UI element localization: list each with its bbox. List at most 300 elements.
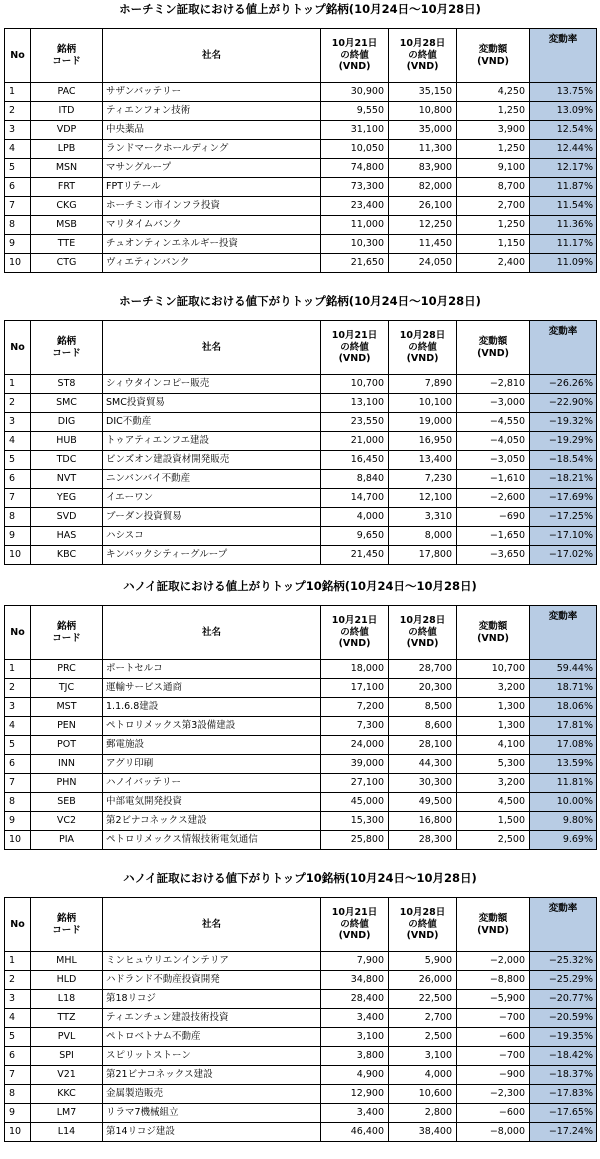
change-amount: 10,700 bbox=[457, 660, 530, 679]
row-number: 10 bbox=[5, 1123, 31, 1142]
close-price-oct28: 16,950 bbox=[389, 432, 457, 451]
row-number: 9 bbox=[5, 527, 31, 546]
close-price-oct28: 20,300 bbox=[389, 679, 457, 698]
header-row bbox=[5, 898, 597, 952]
stock-code: PHN bbox=[31, 774, 103, 793]
row-number: 6 bbox=[5, 470, 31, 489]
header-close-oct21 bbox=[321, 606, 389, 660]
table-row bbox=[5, 1066, 597, 1085]
table-row bbox=[5, 831, 597, 850]
header-change-amount bbox=[457, 606, 530, 660]
header-no bbox=[5, 29, 31, 83]
header-code bbox=[31, 606, 103, 660]
company-name: アグリ印刷 bbox=[103, 755, 321, 774]
close-price-oct21: 23,400 bbox=[321, 197, 389, 216]
close-price-oct28: 83,900 bbox=[389, 159, 457, 178]
header-change-rate bbox=[530, 29, 597, 83]
company-name: 1.1.6.8建設 bbox=[103, 698, 321, 717]
stock-code: VDP bbox=[31, 121, 103, 140]
change-amount: 1,300 bbox=[457, 717, 530, 736]
change-rate: −17.65% bbox=[530, 1104, 597, 1123]
change-rate: −20.77% bbox=[530, 990, 597, 1009]
header-change-rate-text: 変動率 bbox=[548, 326, 578, 337]
close-price-oct21: 18,000 bbox=[321, 660, 389, 679]
close-price-oct21: 14,700 bbox=[321, 489, 389, 508]
stock-code: LPB bbox=[31, 140, 103, 159]
change-amount: −4,550 bbox=[457, 413, 530, 432]
close-price-oct21: 3,400 bbox=[321, 1009, 389, 1028]
stock-code: TJC bbox=[31, 679, 103, 698]
header-name bbox=[103, 898, 321, 952]
change-amount: −2,810 bbox=[457, 375, 530, 394]
company-name: キンバックシティーグループ bbox=[103, 546, 321, 565]
header-close-oct28-text: 10月28日 bbox=[399, 615, 446, 627]
close-price-oct21: 13,100 bbox=[321, 394, 389, 413]
table-row bbox=[5, 178, 597, 197]
header-code-text: 銘柄 bbox=[56, 621, 76, 632]
company-name: リラマ7機械組立 bbox=[103, 1104, 321, 1123]
stock-code: TTE bbox=[31, 235, 103, 254]
stock-code: SEB bbox=[31, 793, 103, 812]
close-price-oct28: 19,000 bbox=[389, 413, 457, 432]
close-price-oct28: 28,300 bbox=[389, 831, 457, 850]
change-amount: 3,200 bbox=[457, 679, 530, 698]
change-rate: −17.24% bbox=[530, 1123, 597, 1142]
company-name: ランドマークホールディング bbox=[103, 140, 321, 159]
header-name bbox=[103, 321, 321, 375]
close-price-oct28: 2,500 bbox=[389, 1028, 457, 1047]
close-price-oct28: 7,890 bbox=[389, 375, 457, 394]
close-price-oct21: 74,800 bbox=[321, 159, 389, 178]
row-number: 5 bbox=[5, 159, 31, 178]
change-rate: −22.90% bbox=[530, 394, 597, 413]
header-close-oct28 bbox=[389, 606, 457, 660]
table-row bbox=[5, 660, 597, 679]
header-no bbox=[5, 898, 31, 952]
company-name: 第21ビナコネックス建設 bbox=[103, 1066, 321, 1085]
company-name: 第14リコジ建設 bbox=[103, 1123, 321, 1142]
header-close-oct21-text: 10月21日 bbox=[331, 615, 378, 627]
change-rate: 10.00% bbox=[530, 793, 597, 812]
header-name-text: 社名 bbox=[201, 49, 221, 61]
header-close-oct21-text: 10月21日 bbox=[331, 38, 378, 50]
close-price-oct21: 30,900 bbox=[321, 83, 389, 102]
stock-code: CTG bbox=[31, 254, 103, 273]
stock-code: L14 bbox=[31, 1123, 103, 1142]
stock-code: FRT bbox=[31, 178, 103, 197]
change-amount: −2,600 bbox=[457, 489, 530, 508]
row-number: 9 bbox=[5, 1104, 31, 1123]
table-row bbox=[5, 755, 597, 774]
table-row bbox=[5, 1104, 597, 1123]
row-number: 6 bbox=[5, 1047, 31, 1066]
change-rate: −18.54% bbox=[530, 451, 597, 470]
close-price-oct28: 8,500 bbox=[389, 698, 457, 717]
stock-code: ST8 bbox=[31, 375, 103, 394]
close-price-oct28: 17,800 bbox=[389, 546, 457, 565]
row-number: 8 bbox=[5, 508, 31, 527]
row-number: 10 bbox=[5, 546, 31, 565]
stock-code: HAS bbox=[31, 527, 103, 546]
change-amount: 2,700 bbox=[457, 197, 530, 216]
change-rate: −19.35% bbox=[530, 1028, 597, 1047]
row-number: 1 bbox=[5, 83, 31, 102]
header-name bbox=[103, 606, 321, 660]
change-rate: −17.25% bbox=[530, 508, 597, 527]
change-rate: 12.54% bbox=[530, 121, 597, 140]
header-change-rate-text: 変動率 bbox=[548, 611, 578, 622]
header-code-text: 銘柄 bbox=[56, 44, 76, 55]
company-name: ティエンフォン技術 bbox=[103, 102, 321, 121]
header-code bbox=[31, 29, 103, 83]
section-title: ハノイ証取における値上がりトップ10銘柄(10月24日〜10月28日) bbox=[123, 579, 477, 593]
header-change-amount-text: (VND) bbox=[477, 347, 509, 359]
close-price-oct21: 45,000 bbox=[321, 793, 389, 812]
row-number: 4 bbox=[5, 140, 31, 159]
row-number: 3 bbox=[5, 413, 31, 432]
header-close-oct21-text: (VND) bbox=[338, 61, 371, 73]
header-code bbox=[31, 898, 103, 952]
table-row bbox=[5, 140, 597, 159]
change-rate: −17.83% bbox=[530, 1085, 597, 1104]
change-amount: 8,700 bbox=[457, 178, 530, 197]
company-name: ペトロベトナム不動産 bbox=[103, 1028, 321, 1047]
row-number: 5 bbox=[5, 1028, 31, 1047]
close-price-oct28: 12,100 bbox=[389, 489, 457, 508]
ranking-section bbox=[0, 0, 600, 290]
header-close-oct21-text: の終値 bbox=[340, 49, 369, 61]
close-price-oct28: 8,000 bbox=[389, 527, 457, 546]
change-rate: 13.09% bbox=[530, 102, 597, 121]
close-price-oct21: 21,650 bbox=[321, 254, 389, 273]
company-name: トゥアティエンフエ建設 bbox=[103, 432, 321, 451]
header-close-oct21 bbox=[321, 898, 389, 952]
ranking-section bbox=[0, 577, 600, 867]
table-row bbox=[5, 470, 597, 489]
close-price-oct28: 49,500 bbox=[389, 793, 457, 812]
close-price-oct28: 44,300 bbox=[389, 755, 457, 774]
change-rate: 9.69% bbox=[530, 831, 597, 850]
close-price-oct28: 7,230 bbox=[389, 470, 457, 489]
header-close-oct28-text: の終値 bbox=[408, 341, 437, 353]
close-price-oct21: 39,000 bbox=[321, 755, 389, 774]
change-rate: −20.59% bbox=[530, 1009, 597, 1028]
ranking-section bbox=[0, 292, 600, 582]
change-rate: 13.59% bbox=[530, 755, 597, 774]
ranking-table bbox=[4, 897, 597, 1142]
header-close-oct28-text: (VND) bbox=[406, 61, 439, 73]
row-number: 6 bbox=[5, 755, 31, 774]
close-price-oct28: 26,000 bbox=[389, 971, 457, 990]
stock-code: SVD bbox=[31, 508, 103, 527]
table-row bbox=[5, 102, 597, 121]
table-row bbox=[5, 736, 597, 755]
change-rate: 17.81% bbox=[530, 717, 597, 736]
close-price-oct21: 17,100 bbox=[321, 679, 389, 698]
row-number: 8 bbox=[5, 216, 31, 235]
change-rate: −25.29% bbox=[530, 971, 597, 990]
header-close-oct21 bbox=[321, 321, 389, 375]
close-price-oct21: 3,100 bbox=[321, 1028, 389, 1047]
header-close-oct28-text: (VND) bbox=[406, 638, 439, 650]
change-rate: −19.32% bbox=[530, 413, 597, 432]
close-price-oct21: 31,100 bbox=[321, 121, 389, 140]
close-price-oct28: 22,500 bbox=[389, 990, 457, 1009]
close-price-oct21: 46,400 bbox=[321, 1123, 389, 1142]
company-name: 第18リコジ bbox=[103, 990, 321, 1009]
header-close-oct21-text: の終値 bbox=[340, 626, 369, 638]
table-row bbox=[5, 1123, 597, 1142]
change-amount: −3,000 bbox=[457, 394, 530, 413]
close-price-oct28: 8,600 bbox=[389, 717, 457, 736]
header-no-text: No bbox=[10, 341, 25, 353]
header-change-amount bbox=[457, 898, 530, 952]
header-name-text: 社名 bbox=[201, 341, 221, 353]
company-name: 第2ビナコネックス建設 bbox=[103, 812, 321, 831]
change-amount: −3,050 bbox=[457, 451, 530, 470]
table-row bbox=[5, 971, 597, 990]
table-row bbox=[5, 1028, 597, 1047]
header-no-text: No bbox=[10, 918, 25, 930]
close-price-oct21: 9,650 bbox=[321, 527, 389, 546]
ranking-table bbox=[4, 605, 597, 850]
header-close-oct21 bbox=[321, 29, 389, 83]
close-price-oct28: 35,000 bbox=[389, 121, 457, 140]
change-rate: 12.44% bbox=[530, 140, 597, 159]
change-rate: 18.71% bbox=[530, 679, 597, 698]
company-name: チュオンティンエネルギー投資 bbox=[103, 235, 321, 254]
change-amount: −5,900 bbox=[457, 990, 530, 1009]
table-row bbox=[5, 1009, 597, 1028]
company-name: SMC投資貿易 bbox=[103, 394, 321, 413]
change-amount: −2,000 bbox=[457, 952, 530, 971]
table-row bbox=[5, 375, 597, 394]
close-price-oct21: 15,300 bbox=[321, 812, 389, 831]
ranking-table bbox=[4, 28, 597, 273]
stock-code: V21 bbox=[31, 1066, 103, 1085]
header-close-oct21-text: (VND) bbox=[338, 353, 371, 365]
close-price-oct21: 3,800 bbox=[321, 1047, 389, 1066]
row-number: 6 bbox=[5, 178, 31, 197]
section-title: ホーチミン証取における値下がりトップ銘柄(10月24日〜10月28日) bbox=[119, 294, 481, 308]
table-row bbox=[5, 546, 597, 565]
header-close-oct28-text: 10月28日 bbox=[399, 38, 446, 50]
header-no bbox=[5, 606, 31, 660]
close-price-oct28: 13,400 bbox=[389, 451, 457, 470]
close-price-oct28: 3,100 bbox=[389, 1047, 457, 1066]
stock-code: PIA bbox=[31, 831, 103, 850]
table-row bbox=[5, 394, 597, 413]
close-price-oct28: 4,000 bbox=[389, 1066, 457, 1085]
company-name: ポートセルコ bbox=[103, 660, 321, 679]
change-amount: −900 bbox=[457, 1066, 530, 1085]
header-row bbox=[5, 29, 597, 83]
header-close-oct21-text: の終値 bbox=[340, 341, 369, 353]
stock-code: PRC bbox=[31, 660, 103, 679]
header-row bbox=[5, 321, 597, 375]
header-close-oct21-text: の終値 bbox=[340, 918, 369, 930]
header-code-text: コード bbox=[52, 55, 81, 67]
ranking-section bbox=[0, 869, 600, 1159]
close-price-oct21: 23,550 bbox=[321, 413, 389, 432]
row-number: 4 bbox=[5, 717, 31, 736]
header-change-amount-text: (VND) bbox=[477, 55, 509, 67]
change-amount: 1,500 bbox=[457, 812, 530, 831]
header-code-text: 銘柄 bbox=[56, 913, 76, 924]
change-rate: 11.54% bbox=[530, 197, 597, 216]
change-rate: 13.75% bbox=[530, 83, 597, 102]
header-change-rate-text: 変動率 bbox=[548, 903, 578, 914]
change-amount: −8,800 bbox=[457, 971, 530, 990]
change-amount: −700 bbox=[457, 1047, 530, 1066]
change-rate: −25.32% bbox=[530, 952, 597, 971]
row-number: 4 bbox=[5, 432, 31, 451]
close-price-oct28: 10,800 bbox=[389, 102, 457, 121]
table-row bbox=[5, 254, 597, 273]
header-change-amount bbox=[457, 29, 530, 83]
company-name: ハノイバッテリー bbox=[103, 774, 321, 793]
company-name: ブーダン投資貿易 bbox=[103, 508, 321, 527]
change-amount: −600 bbox=[457, 1028, 530, 1047]
stock-code: HUB bbox=[31, 432, 103, 451]
change-amount: 2,400 bbox=[457, 254, 530, 273]
stock-code: PEN bbox=[31, 717, 103, 736]
close-price-oct28: 35,150 bbox=[389, 83, 457, 102]
header-no bbox=[5, 321, 31, 375]
change-rate: 11.36% bbox=[530, 216, 597, 235]
section-title: ホーチミン証取における値上がりトップ銘柄(10月24日〜10月28日) bbox=[119, 2, 481, 16]
stock-code: ITD bbox=[31, 102, 103, 121]
close-price-oct28: 3,310 bbox=[389, 508, 457, 527]
row-number: 1 bbox=[5, 952, 31, 971]
table-row bbox=[5, 413, 597, 432]
change-amount: 3,200 bbox=[457, 774, 530, 793]
header-close-oct21-text: (VND) bbox=[338, 638, 371, 650]
header-close-oct28 bbox=[389, 29, 457, 83]
header-code-text: コード bbox=[52, 924, 81, 936]
change-rate: 11.81% bbox=[530, 774, 597, 793]
table-row bbox=[5, 216, 597, 235]
change-rate: −18.21% bbox=[530, 470, 597, 489]
close-price-oct21: 10,050 bbox=[321, 140, 389, 159]
close-price-oct28: 10,600 bbox=[389, 1085, 457, 1104]
close-price-oct21: 4,900 bbox=[321, 1066, 389, 1085]
row-number: 1 bbox=[5, 660, 31, 679]
close-price-oct21: 16,450 bbox=[321, 451, 389, 470]
change-amount: 9,100 bbox=[457, 159, 530, 178]
header-close-oct28-text: の終値 bbox=[408, 49, 437, 61]
change-rate: −18.37% bbox=[530, 1066, 597, 1085]
close-price-oct28: 12,250 bbox=[389, 216, 457, 235]
row-number: 4 bbox=[5, 1009, 31, 1028]
table-row bbox=[5, 1047, 597, 1066]
row-number: 7 bbox=[5, 774, 31, 793]
company-name: ティエンチュン建設技術投資 bbox=[103, 1009, 321, 1028]
row-number: 2 bbox=[5, 394, 31, 413]
stock-code: CKG bbox=[31, 197, 103, 216]
company-name: ホーチミン市インフラ投資 bbox=[103, 197, 321, 216]
stock-code: MHL bbox=[31, 952, 103, 971]
table-row bbox=[5, 812, 597, 831]
header-close-oct28-text: の終値 bbox=[408, 918, 437, 930]
header-name-text: 社名 bbox=[201, 918, 221, 930]
change-amount: 3,900 bbox=[457, 121, 530, 140]
stock-code: PAC bbox=[31, 83, 103, 102]
table-row bbox=[5, 159, 597, 178]
table-row bbox=[5, 527, 597, 546]
close-price-oct28: 38,400 bbox=[389, 1123, 457, 1142]
company-name: サザンバッテリー bbox=[103, 83, 321, 102]
section-title: ハノイ証取における値下がりトップ10銘柄(10月24日〜10月28日) bbox=[123, 871, 477, 885]
header-name-text: 社名 bbox=[201, 626, 221, 638]
header-change-amount-text: 変動額 bbox=[478, 913, 508, 924]
close-price-oct28: 24,050 bbox=[389, 254, 457, 273]
table-row bbox=[5, 432, 597, 451]
stock-code: SPI bbox=[31, 1047, 103, 1066]
company-name: シィウタインコピー販売 bbox=[103, 375, 321, 394]
close-price-oct28: 10,100 bbox=[389, 394, 457, 413]
change-rate: 12.17% bbox=[530, 159, 597, 178]
company-name: ハドランド不動産投資開発 bbox=[103, 971, 321, 990]
header-close-oct21-text: 10月21日 bbox=[331, 907, 378, 919]
change-amount: −600 bbox=[457, 1104, 530, 1123]
close-price-oct21: 27,100 bbox=[321, 774, 389, 793]
stock-code: KKC bbox=[31, 1085, 103, 1104]
header-close-oct28-text: (VND) bbox=[406, 353, 439, 365]
stock-code: MSN bbox=[31, 159, 103, 178]
row-number: 2 bbox=[5, 679, 31, 698]
table-row bbox=[5, 197, 597, 216]
change-rate: −17.10% bbox=[530, 527, 597, 546]
close-price-oct28: 11,450 bbox=[389, 235, 457, 254]
change-rate: 11.17% bbox=[530, 235, 597, 254]
table-row bbox=[5, 698, 597, 717]
row-number: 7 bbox=[5, 197, 31, 216]
row-number: 9 bbox=[5, 235, 31, 254]
close-price-oct21: 4,000 bbox=[321, 508, 389, 527]
stock-code: INN bbox=[31, 755, 103, 774]
change-amount: −690 bbox=[457, 508, 530, 527]
header-change-amount-text: (VND) bbox=[477, 632, 509, 644]
close-price-oct21: 21,000 bbox=[321, 432, 389, 451]
company-name: 中央薬品 bbox=[103, 121, 321, 140]
close-price-oct21: 73,300 bbox=[321, 178, 389, 197]
row-number: 7 bbox=[5, 1066, 31, 1085]
company-name: ミンヒュウリエンインテリア bbox=[103, 952, 321, 971]
table-row bbox=[5, 508, 597, 527]
close-price-oct21: 3,400 bbox=[321, 1104, 389, 1123]
table-row bbox=[5, 679, 597, 698]
stock-code: TDC bbox=[31, 451, 103, 470]
change-amount: 4,100 bbox=[457, 736, 530, 755]
header-code-text: コード bbox=[52, 347, 81, 359]
header-close-oct28-text: 10月28日 bbox=[399, 330, 446, 342]
stock-code: KBC bbox=[31, 546, 103, 565]
close-price-oct21: 7,200 bbox=[321, 698, 389, 717]
close-price-oct21: 25,800 bbox=[321, 831, 389, 850]
table-row bbox=[5, 717, 597, 736]
table-row bbox=[5, 952, 597, 971]
close-price-oct28: 16,800 bbox=[389, 812, 457, 831]
stock-code: MSB bbox=[31, 216, 103, 235]
change-amount: 2,500 bbox=[457, 831, 530, 850]
row-number: 5 bbox=[5, 451, 31, 470]
header-close-oct28-text: の終値 bbox=[408, 626, 437, 638]
company-name: ヴィエティンバンク bbox=[103, 254, 321, 273]
header-change-amount-text: (VND) bbox=[477, 924, 509, 936]
header-row bbox=[5, 606, 597, 660]
change-rate: −18.42% bbox=[530, 1047, 597, 1066]
